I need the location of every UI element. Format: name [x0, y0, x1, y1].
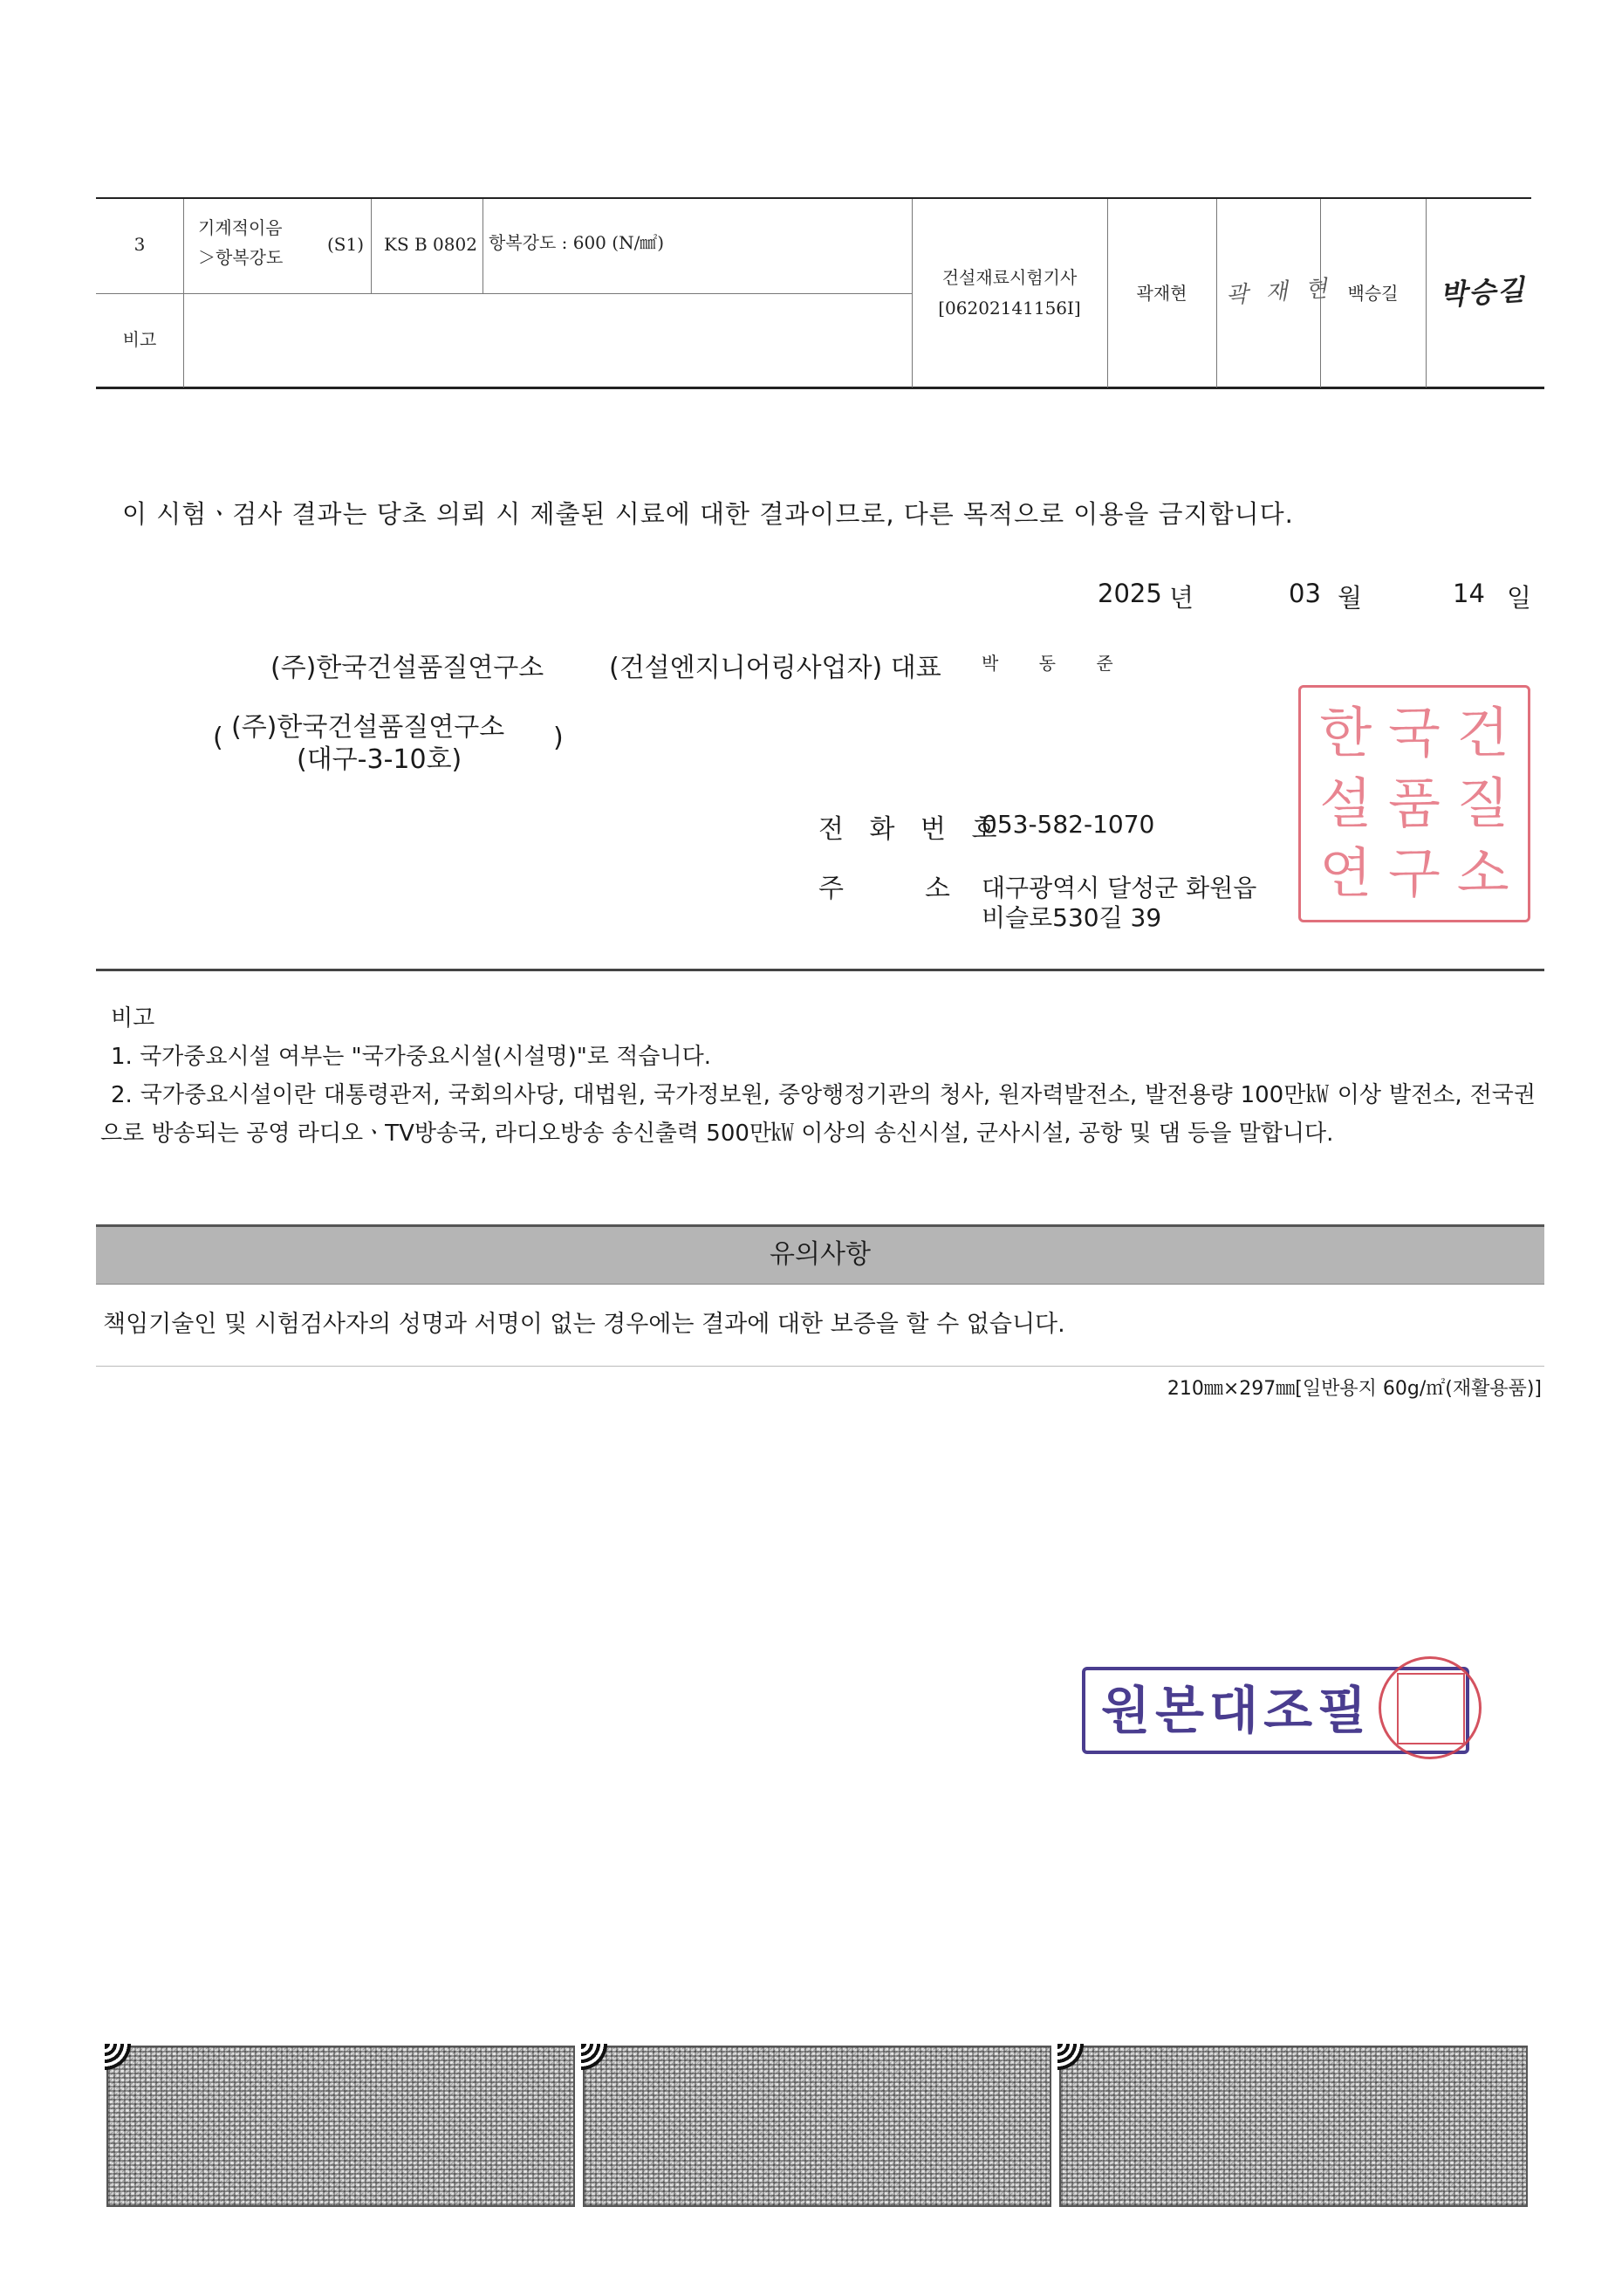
- seal-glyph: 연: [1319, 841, 1372, 906]
- table-bottom-rule: [96, 387, 1544, 389]
- seal-glyph: 건: [1456, 701, 1509, 764]
- company-seal: [1298, 685, 1530, 922]
- test-standard: KS B 0802: [384, 234, 477, 255]
- representative-name: 박 동 준: [982, 653, 1131, 674]
- seal-glyph: 설: [1319, 771, 1372, 835]
- address-line2: 비슬로530길 39: [982, 903, 1162, 932]
- issue-year-unit: 년: [1169, 583, 1194, 613]
- note-item-2: 2. 국가중요시설이란 대통령관저, 국회의사당, 대법원, 국가정보원, 중앙행정기관의 청사, 원자력발전소, 발전용량 100만㎾ 이상 발전소, 전국권으로 방송되는 공영 라디오ㆍTV방송국, 라디오방송 송신출력 500만㎾ 이상의 송신시설, 군사시설, 공항 및 댐 등을 말합니다.: [100, 1082, 1536, 1147]
- test-result: 항복강도 : 600 (N/㎟): [489, 232, 665, 253]
- caution-title: 유의사항: [96, 1224, 1544, 1285]
- usage-statement: 이 시험ㆍ검사 결과는 당초 의뢰 시 제출된 시료에 대한 결과이므로, 다른 목적으로 이용을 금지합니다.: [122, 499, 1294, 529]
- tester-name: 곽재현: [1136, 283, 1187, 304]
- issue-year: 2025: [1098, 579, 1162, 608]
- verification-code-2: [583, 2046, 1051, 2207]
- sample-id: (S1): [327, 234, 365, 255]
- col-divider: [482, 199, 483, 293]
- inspector-license: [06202141156I]: [938, 298, 1081, 319]
- issue-month-unit: 월: [1338, 583, 1363, 613]
- code-marker-icon: [105, 2044, 134, 2073]
- seal-glyph: 한: [1319, 701, 1372, 764]
- note-item-1: 1. 국가중요시설 여부는 "국가중요시설(시설명)"로 적습니다.: [111, 1044, 712, 1070]
- code-marker-icon: [581, 2044, 611, 2073]
- phone-number: 053-582-1070: [982, 810, 1155, 839]
- test-item-line2: ＞항복강도: [198, 247, 284, 268]
- seal-glyph: 국: [1388, 701, 1441, 764]
- code-marker-icon: [1057, 2044, 1087, 2073]
- paper-spec: 210㎜×297㎜[일반용지 60g/㎡(재활용품)]: [1167, 1378, 1542, 1400]
- col-divider: [183, 199, 184, 387]
- section-divider: [96, 969, 1544, 971]
- address-line1: 대구광역시 달성군 화원읍: [982, 874, 1257, 902]
- caution-divider: [96, 1366, 1544, 1367]
- result-table: [96, 197, 1531, 389]
- issuer-company: (주)한국건설품질연구소: [270, 653, 544, 683]
- issue-day-unit: 일: [1507, 583, 1532, 613]
- caution-text: 책임기술인 및 시험검사자의 성명과 서명이 없는 경우에는 결과에 대한 보증을 할 수 없습니다.: [103, 1311, 1065, 1338]
- seal-glyph: 품: [1388, 771, 1441, 835]
- issue-day: 14: [1453, 579, 1485, 608]
- col-divider: [1216, 199, 1217, 387]
- registered-company: (주)한국건설품질연구소: [231, 712, 505, 743]
- issue-month: 03: [1289, 579, 1321, 608]
- open-paren: (: [213, 723, 223, 753]
- notes-section: [100, 999, 1536, 1153]
- row-number: 3: [133, 234, 146, 255]
- approver-name: 백승길: [1347, 283, 1399, 304]
- remarks-label: 비고: [122, 329, 157, 350]
- approver-signature: 박승길: [1438, 272, 1528, 312]
- table-top-rule: [96, 197, 1531, 199]
- col-divider: [1426, 199, 1427, 387]
- row-divider: [96, 293, 912, 294]
- col-divider: [371, 199, 372, 293]
- test-item-line1: 기계적이음: [198, 217, 283, 238]
- original-copy-stamp: 원본대조필: [1082, 1667, 1469, 1754]
- address-label-2: 소: [925, 874, 959, 904]
- registration-number: (대구-3-10호): [297, 744, 462, 775]
- inspector-title: 건설재료시험기사: [941, 267, 1078, 288]
- verification-code-1: [106, 2046, 575, 2207]
- tester-signature: 곽 재 현: [1225, 275, 1333, 310]
- verification-code-3: [1059, 2046, 1528, 2207]
- copy-seal-icon: [1379, 1656, 1482, 1759]
- notes-title: 비고: [111, 1005, 155, 1031]
- phone-label: 전 화 번 호: [818, 814, 1006, 845]
- seal-glyph: 구: [1388, 841, 1441, 906]
- seal-glyph: 질: [1456, 771, 1509, 835]
- issuer-business-type: (건설엔지니어링사업자) 대표: [609, 653, 941, 683]
- seal-glyph: 소: [1456, 841, 1509, 906]
- address-label-1: 주: [818, 874, 852, 904]
- close-paren: ): [553, 723, 564, 753]
